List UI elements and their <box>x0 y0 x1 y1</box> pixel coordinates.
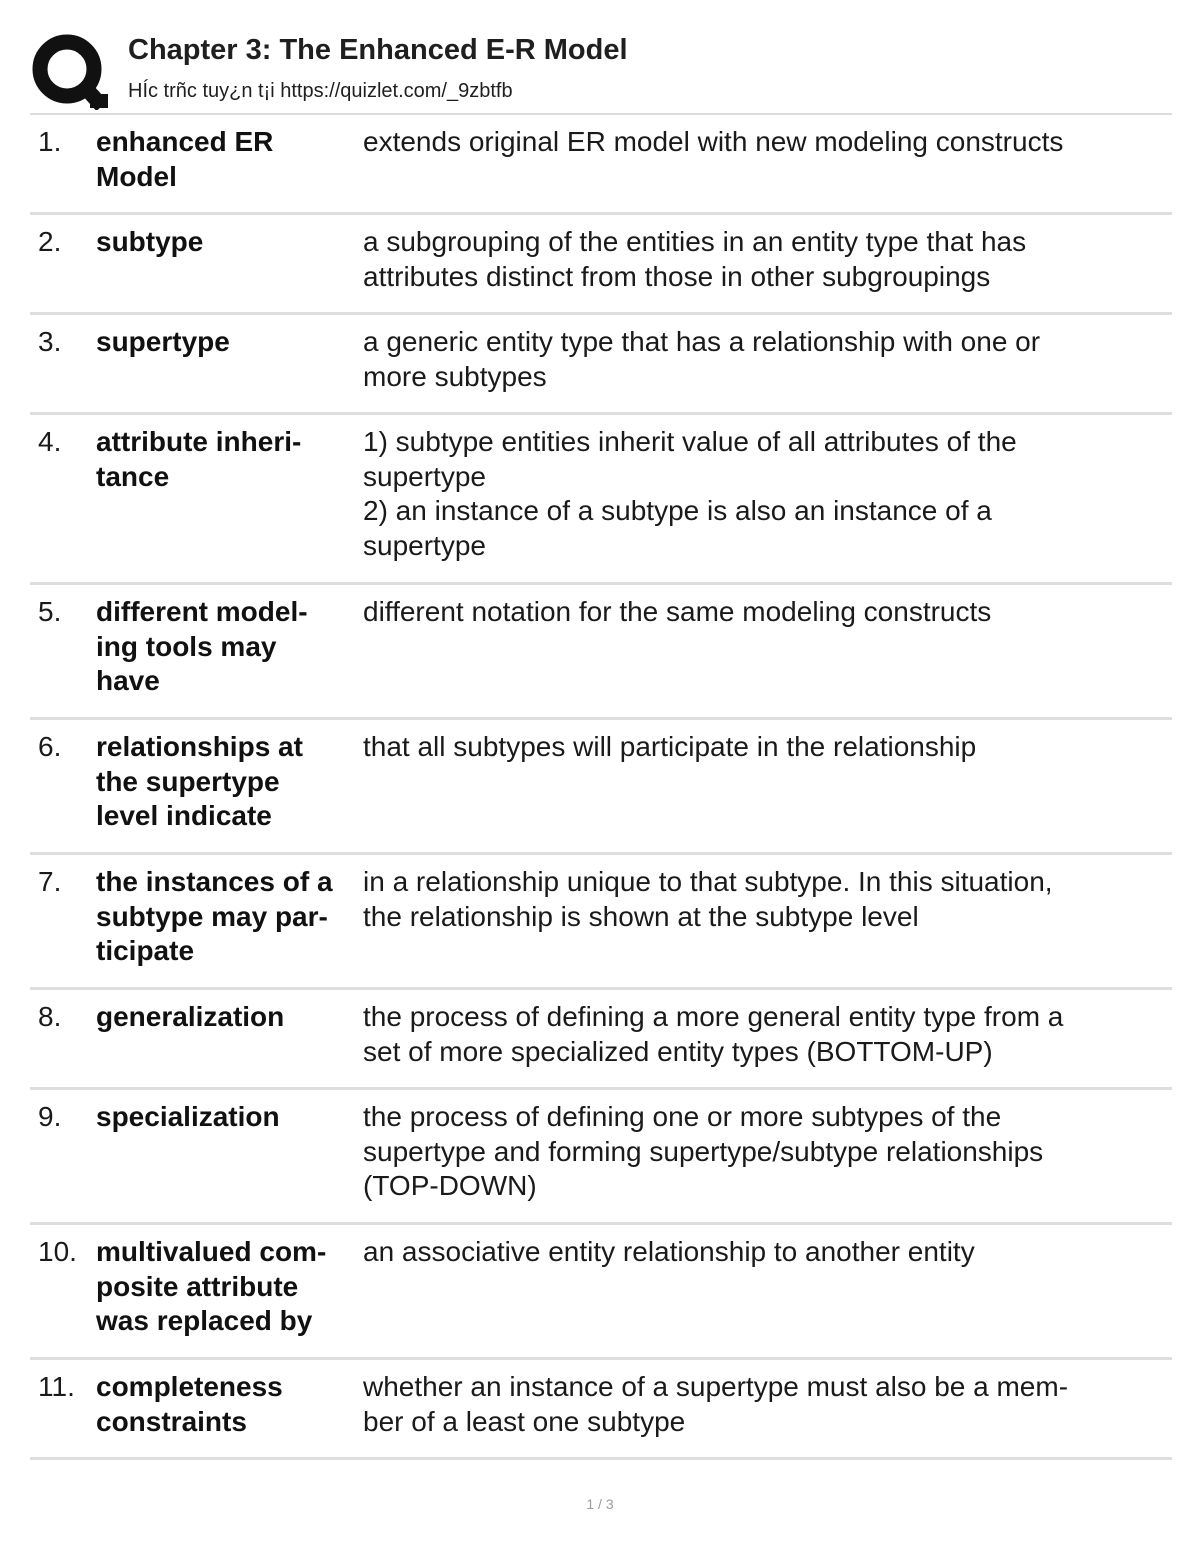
row-number: 8. <box>38 1001 62 1032</box>
row-term: completeness constraints <box>96 1371 283 1437</box>
row-definition: whether an instance of a supertype must also be a mem- ber of a least one subtype <box>363 1371 1069 1437</box>
row-definition: extends original ER model with new modeling constructs <box>363 126 1064 157</box>
row-number: 11. <box>38 1371 75 1402</box>
row-number: 5. <box>38 596 62 627</box>
row-definition: the process of defining one or more subtypes of the supertype and forming supertype/subtype relationships (TOP-DOWN) <box>363 1101 1044 1201</box>
quizlet-q-icon <box>30 32 108 110</box>
row-term: generalization <box>96 1001 285 1032</box>
row-term: specialization <box>96 1101 280 1132</box>
row-number: 9. <box>38 1101 62 1132</box>
row-term: enhanced ER Model <box>96 126 274 192</box>
row-term: different model- ing tools may have <box>96 596 308 696</box>
row-definition: a generic entity type that has a relationship with one or more subtypes <box>363 326 1041 392</box>
row-definition: an associative entity relationship to another entity <box>363 1236 975 1267</box>
row-number: 4. <box>38 426 62 457</box>
row-definition: a subgrouping of the entities in an entity type that has attributes distinct from those in other subgroupings <box>363 226 1027 292</box>
page-header <box>30 28 1172 110</box>
table-row <box>30 315 1172 415</box>
page-title: Chapter 3: The Enhanced E-R Model <box>128 34 628 66</box>
page-number: 1 / 3 <box>586 1496 614 1512</box>
table-row <box>30 990 1172 1090</box>
row-number: 1. <box>38 126 62 157</box>
table-row <box>30 215 1172 315</box>
row-term: the instances of a subtype may par- ticipate <box>96 866 333 966</box>
row-number: 10. <box>38 1236 77 1267</box>
table-row <box>30 720 1172 855</box>
row-definition: in a relationship unique to that subtype. In this situation, the relationship is shown at the subtype level <box>363 866 1053 932</box>
table-row <box>30 855 1172 990</box>
row-definition: the process of defining a more general entity type from a set of more specialized entity types (BOTTOM-UP) <box>363 1001 1064 1067</box>
row-number: 7. <box>38 866 62 897</box>
table-row <box>30 115 1172 215</box>
table-row <box>30 1090 1172 1225</box>
row-number: 2. <box>38 226 62 257</box>
table-row <box>30 1225 1172 1360</box>
row-term: subtype <box>96 226 204 257</box>
page-subtitle: HÍc trñc tuy¿n t¡i https://quizlet.com/_9zbtfb <box>128 80 513 102</box>
row-term: supertype <box>96 326 230 357</box>
row-definition: 1) subtype entities inherit value of all attributes of the supertype 2) an instance of a subtype is also an instance of a supertype <box>363 426 1017 561</box>
table-row <box>30 585 1172 720</box>
row-definition: different notation for the same modeling constructs <box>363 596 992 627</box>
table-row <box>30 415 1172 585</box>
row-term: multivalued com- posite attribute was replaced by <box>96 1236 327 1336</box>
row-number: 3. <box>38 326 62 357</box>
row-number: 6. <box>38 731 62 762</box>
terms-table <box>30 115 1172 1460</box>
table-row <box>30 1360 1172 1460</box>
row-term: relationships at the supertype level indicate <box>96 731 303 831</box>
row-definition: that all subtypes will participate in the relationship <box>363 731 977 762</box>
row-term: attribute inheri- tance <box>96 426 302 492</box>
